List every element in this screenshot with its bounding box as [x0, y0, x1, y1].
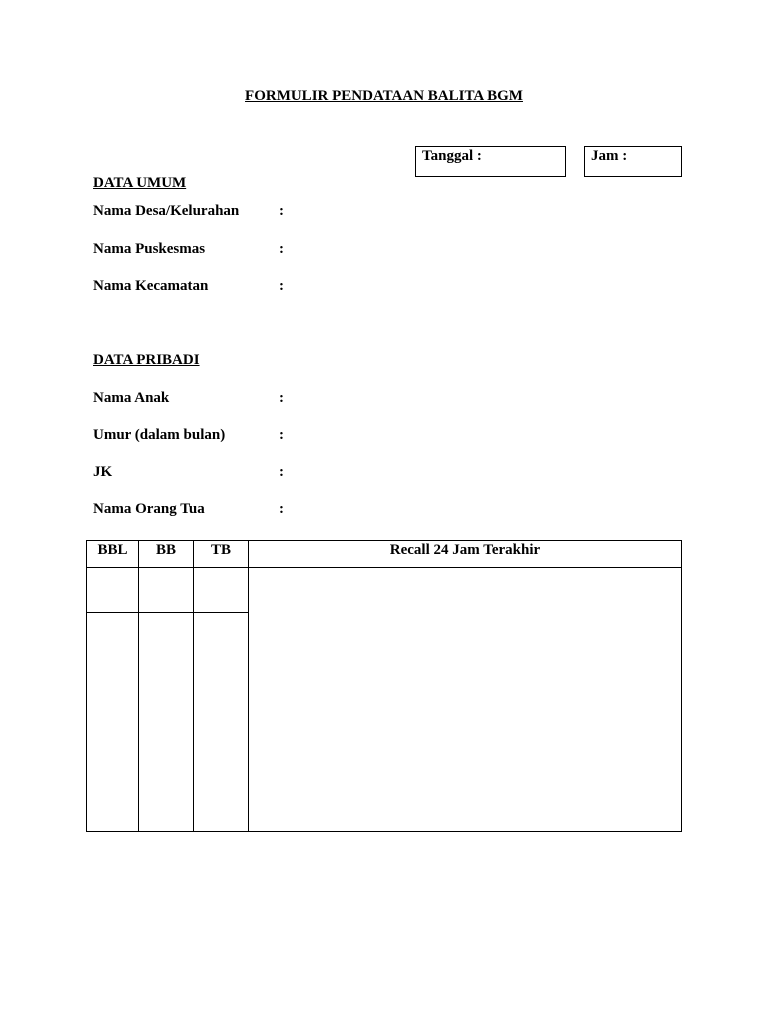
- cell-bbl-2[interactable]: [87, 613, 139, 832]
- header-bbl: BBL: [87, 541, 139, 568]
- cell-bb-1[interactable]: [139, 568, 194, 613]
- cell-tb-1[interactable]: [194, 568, 249, 613]
- nama-orang-tua-label: Nama Orang Tua: [93, 501, 205, 517]
- cell-recall[interactable]: [249, 568, 682, 832]
- cell-tb-2[interactable]: [194, 613, 249, 832]
- nama-puskesmas-colon: :: [279, 241, 284, 257]
- tanggal-label: Tanggal :: [422, 148, 482, 164]
- nama-anak-colon: :: [279, 390, 284, 406]
- nama-orang-tua-colon: :: [279, 501, 284, 517]
- cell-bb-2[interactable]: [139, 613, 194, 832]
- nama-anak-label: Nama Anak: [93, 390, 170, 406]
- header-recall: Recall 24 Jam Terakhir: [249, 541, 682, 568]
- nama-desa-colon: :: [279, 203, 284, 219]
- recall-table: [86, 540, 682, 832]
- table-header-row: [87, 541, 682, 568]
- nama-desa-label: Nama Desa/Kelurahan: [93, 203, 240, 219]
- nama-kecamatan-label: Nama Kecamatan: [93, 278, 209, 294]
- nama-kecamatan-colon: :: [279, 278, 284, 294]
- table-row: [87, 568, 682, 613]
- header-bb: BB: [139, 541, 194, 568]
- jk-colon: :: [279, 464, 284, 480]
- umur-colon: :: [279, 427, 284, 443]
- data-umum-heading: DATA UMUM: [93, 175, 187, 191]
- tanggal-field[interactable]: [415, 146, 566, 177]
- header-tb: TB: [194, 541, 249, 568]
- data-pribadi-heading: DATA PRIBADI: [93, 352, 200, 368]
- nama-puskesmas-label: Nama Puskesmas: [93, 241, 206, 257]
- umur-label: Umur (dalam bulan): [93, 427, 226, 443]
- jk-label: JK: [93, 464, 113, 480]
- form-title: FORMULIR PENDATAAN BALITA BGM: [245, 88, 523, 104]
- cell-bbl-1[interactable]: [87, 568, 139, 613]
- jam-field[interactable]: [584, 146, 682, 177]
- jam-label: Jam :: [591, 148, 628, 164]
